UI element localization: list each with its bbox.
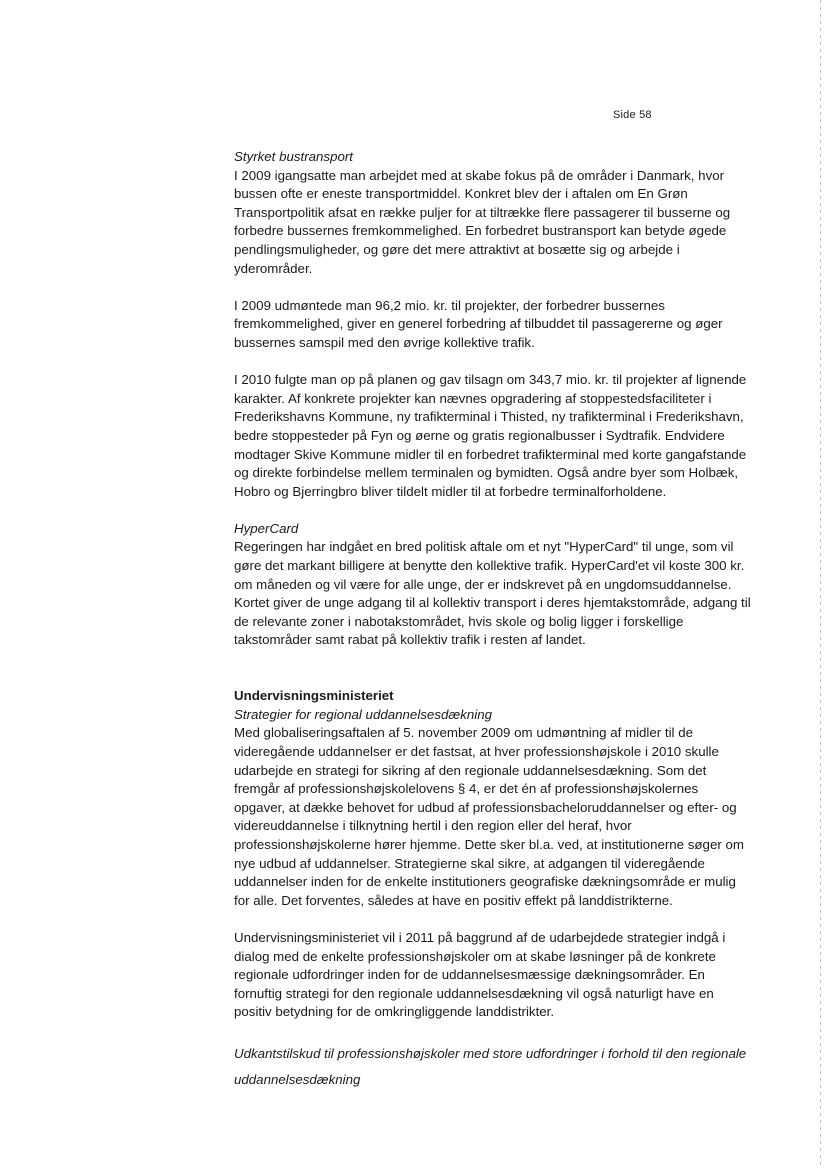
- scan-edge-line: [820, 0, 821, 1168]
- section-ministry: [234, 687, 752, 1092]
- paragraph-bus-2: I 2009 udmøntede man 96,2 mio. kr. til projekter, der forbedrer bussernes fremkommelighed, giver en generel forbedring af tilbuddet til passagererne og øger bussernes samspil med den øvrige kollektive trafik.: [234, 297, 723, 350]
- heading-ministry: Undervisningsministeriet: [234, 688, 394, 704]
- section-hypercard: [234, 520, 752, 650]
- paragraph-bus-1: I 2009 igangsatte man arbejdet med at skabe fokus på de områder i Danmark, hvor bussen ofte er eneste transportmiddel. Konkret blev der i aftalen om En Grøn Transportpolitik afsat en række puljer for at tiltrække flere passagerer til busserne og forbedre bussernes fremkommelighed. En forbedret bustransport kan betyde øgede pendlingsmuligheder, og gøre det mere attraktivt at bosætte sig og arbejde i yderområder.: [234, 167, 731, 276]
- subheading-hypercard: HyperCard: [234, 520, 299, 536]
- subheading-outskirts-grant: Udkantstilskud til professionshøjskoler med store udfordringer i forhold til den regionale uddannelsesdækning: [234, 1045, 747, 1087]
- paragraph-bus-3: I 2010 fulgte man op på planen og gav tilsagn om 343,7 mio. kr. til projekter af lignende karakter. Af konkrete projekter kan nævnes opgradering af stoppestedsfaciliteter i Frederikshavns Kommune, ny trafikterminal i Thisted, ny trafikterminal i Frederikshavn, bedre stoppesteder på Fyn og øerne og gratis regionalbusser i Sydtrafik. Endvidere modtager Skive Kommune midler til en forbedret trafikterminal med korte gangafstande og direkte forbindelse mellem terminalen og bymidten. Også andre byer som Holbæk, Hobro og Bjerringbro bliver tildelt midler til at forbedre terminalforholdene.: [234, 372, 747, 499]
- subheading-regional-strategies: Strategier for regional uddannelsesdækning: [234, 706, 492, 722]
- subheading-bus-transport: Styrket bustransport: [234, 149, 353, 164]
- section-bus-transport: [234, 148, 752, 501]
- paragraph-ministry-1: Med globaliseringsaftalen af 5. november 2009 om udmøntning af midler til de videregående uddannelser er det fastsat, at hver professionshøjskole i 2010 skulle udarbejde en strategi for sikring af den regionale uddannelsesdækning. Som det fremgår af professionshøjskolelovens § 4, er det én af professionshøjskolernes opgaver, at dække behovet for udbud af professionsbacheloruddannelser og efter- og videreuddannelse i tilknytning hertil i den region eller del heraf, hvor professionshøjskolerne hører hjemme. Dette sker bl.a. ved, at institutionerne søger om nye udbud af uddannelser. Strategierne skal sikre, at adgangen til videregående uddannelser inden for de enkelte institutioners geografiske dækningsområde er mulig for alle. Det forventes, således at have en positiv effekt på landdistrikterne.: [234, 725, 744, 908]
- page-number: Side 58: [613, 109, 652, 121]
- paragraph-ministry-2: Undervisningsministeriet vil i 2011 på baggrund af de udarbejdede strategier indgå i dialog med de enkelte professionshøjskoler om at skabe løsninger på de konkrete regionale udfordringer inden for de uddannelsesmæssige dækningsområder. En fornuftig strategi for den regionale uddannelsesdækning vil også naturligt have en positiv betydning for de omkringliggende landdistrikter.: [234, 929, 726, 1020]
- page-content: [234, 148, 752, 1093]
- paragraph-hypercard-1: Regeringen har indgået en bred politisk aftale om et nyt "HyperCard" til unge, som vil gøre det markant billigere at benytte den kollektive trafik. HyperCard'et vil koste 300 kr. om måneden og vil være for alle unge, der er indskrevet på en ungdomsuddannelse. Kortet giver de unge adgang til al kollektiv transport i deres hjemtakstområde, adgang til de relevante zoner i nabotakstområdet, hvis skole og bolig ligger i forskellige takstområder samt rabat på kollektiv trafik i resten af landet.: [234, 539, 751, 648]
